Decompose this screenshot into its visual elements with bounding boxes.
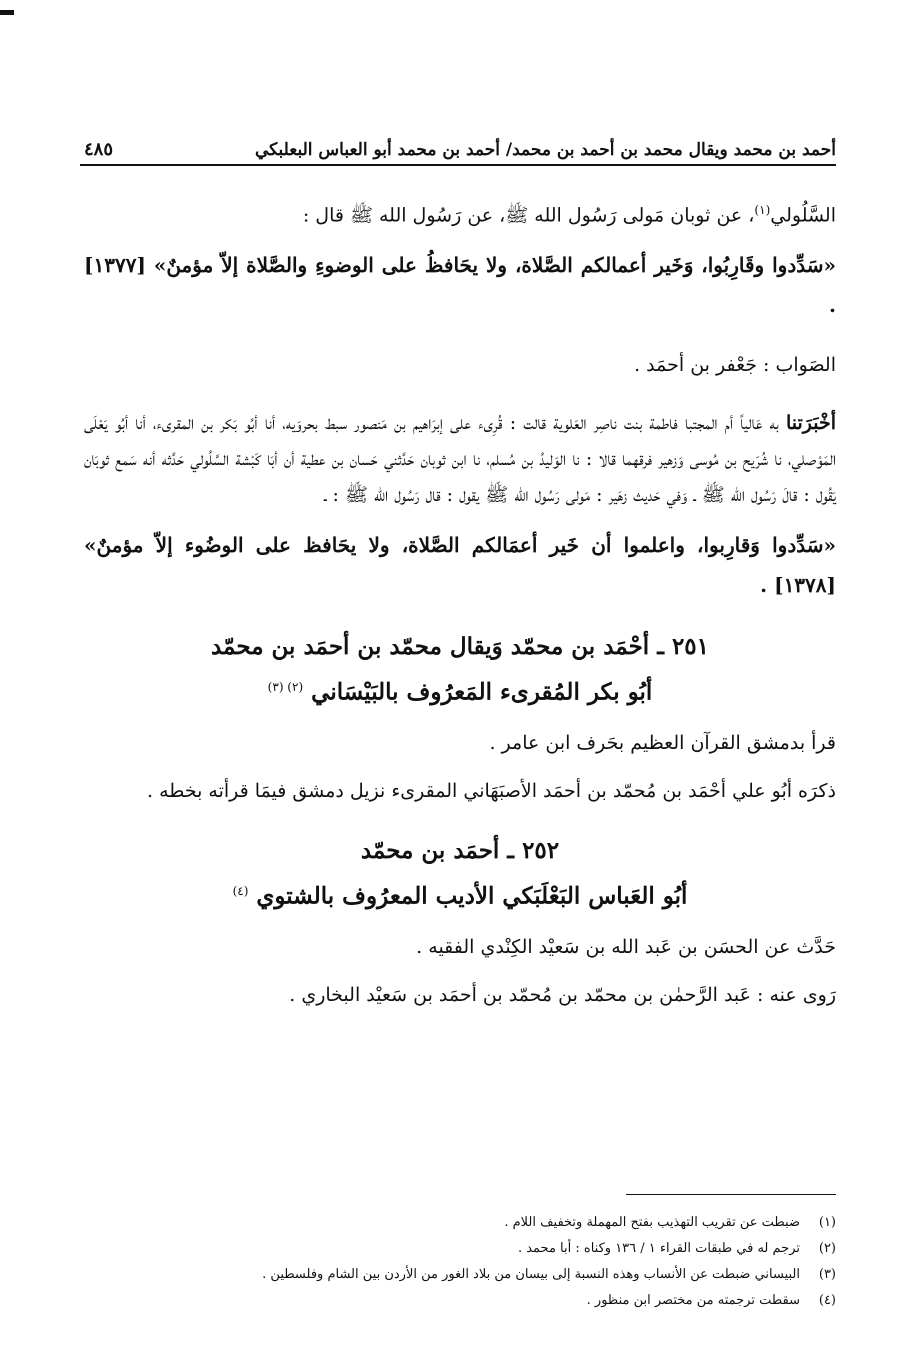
page-number: ٤٨٥ <box>84 139 114 160</box>
hadith-text-1378: «سَدِّدوا وَقارِبوا، واعلموا أن خَير أعمَالكم الصَّلاة، ولا يحَافظ على الوضُوء إلاّ مؤمنٌ» [١٣٧٨] . <box>84 533 836 598</box>
footnote-number: (٤) <box>818 1293 836 1308</box>
entry-title-line <box>84 667 836 713</box>
footnote-number: (١) <box>818 1215 836 1230</box>
paragraph-entry-252-student: رَوى عنه : عَبد الرَّحمٰن بن محمّد بن مُحمّد بن أحمَد بن سَعيْد البخاري . <box>289 983 836 1006</box>
footnote-text: ترجم له في طبقات القراء ١ / ١٣٦ وكناه : أبا محمد . <box>517 1241 800 1256</box>
entry-251-heading <box>84 627 836 713</box>
running-head: أحمد بن محمد ويقال محمد بن أحمد بن محمد/ أحمد بن محمد أبو العباس البعلبكي <box>254 140 836 160</box>
footnote-ref: (٢) (٣) <box>267 680 304 695</box>
footnote-rule <box>626 1194 836 1195</box>
scan-corner-mark <box>0 10 14 15</box>
paragraph-text: ، عن ثوبان مَولى رَسُول الله ﷺ، عن رَسُول الله ﷺ قال : <box>302 204 755 227</box>
footnote-text: البيساني ضبطت عن الأنساب وهذه النسبة إلى بيسان من بلاد الغور من الأردن بين الشام وفلسطين . <box>262 1267 800 1282</box>
footnote-text: سقطت ترجمته من مختصر ابن منظور . <box>586 1293 800 1308</box>
header-rule <box>80 164 836 166</box>
entry-title-text: أبُو بكر المُقرىء المَعرُوف بالبَيْسَاني <box>311 678 653 706</box>
footnote-item <box>84 1210 836 1236</box>
footnote-ref: (٤) <box>232 883 249 898</box>
lead-word: أخْبَرَتنا <box>785 412 836 435</box>
entry-title-text: أبُو العَباس البَعْلَبَكي الأديب المعرُوف بالشتوي <box>256 882 688 910</box>
footnote-text: ضبطت عن تقريب التهذيب بفتح المهملة وتخفيف اللام . <box>504 1215 800 1230</box>
page-body <box>84 192 836 1013</box>
footnote-item <box>84 1236 836 1262</box>
paragraph-isnad-opening <box>84 192 836 233</box>
paragraph-entry-252-teacher: حَدَّث عن الحسَن بن عَبد الله بن سَعيْد الكِنْدي الفقيه . <box>416 935 836 958</box>
footnote-item <box>84 1262 836 1288</box>
footnote-number: (٣) <box>818 1267 836 1282</box>
correction-note: الصَواب : جَعْفر بن أحمَد . <box>634 354 836 377</box>
entry-title-line: ٢٥٢ ـ أحمَد بن محمّد <box>360 836 560 864</box>
paragraph-entry-251-source: ذكرَه أبُو علي أحْمَد بن مُحمّد بن أحمَد الأصبَهَاني المقرىء نزيل دمشق فيمَا قرأته بخطه . <box>146 779 836 802</box>
entry-252-heading <box>84 831 836 917</box>
paragraph-entry-251-reading: قرأ بدمشق القرآن العظيم بحَرف ابن عامر . <box>489 731 836 754</box>
footnote-ref: (١) <box>754 203 771 217</box>
entry-title-line <box>84 871 836 917</box>
paragraph-text: السَّلُولي <box>770 204 836 227</box>
footnote-number: (٢) <box>818 1241 836 1256</box>
paragraph-text: به عَالياً أم المجتبا فاطمة بنت ناصِر العَلوية قالت : قُرِىء على إبرَاهيم بن مَنصور سبط بحروَيه، أنا أبُو بَكر بن المقرىء، أنا أبُو يَعْلَى المَوْصلي، نا شُرَيح بن مُوسى وَزهير فرقهما قالا : نا الوَليدُ بن مُسلم، نا ابن ثوبان حَدَّثني حَسان بن عطية أن أبَا كَبْشة السَّلُولي حَدَّثه أنه سَمع ثوبَان يَقُول : قالَ رَسُول الله ﷺ ـ وَفي حَديث زهَير : مَولى رَسُول الله ﷺ يقول : قال رَسُول الله ﷺ : ـ <box>84 412 836 507</box>
paragraph-isnad-2 <box>84 405 836 513</box>
page-header <box>84 126 836 160</box>
footnotes <box>84 1210 836 1314</box>
hadith-text-1377: «سَدِّدوا وقَارِبُوا، وَخَير أعمالكم الصَّلاة، ولا يحَافظُ على الوضوءِ والصَّلاة إلاّ مؤمنٌ» [١٣٧٧] . <box>84 253 836 318</box>
footnote-item <box>84 1288 836 1314</box>
entry-title-line: ٢٥١ ـ أحْمَد بن محمّد وَيقال محمّد بن أحمَد بن محمّد <box>210 633 710 661</box>
